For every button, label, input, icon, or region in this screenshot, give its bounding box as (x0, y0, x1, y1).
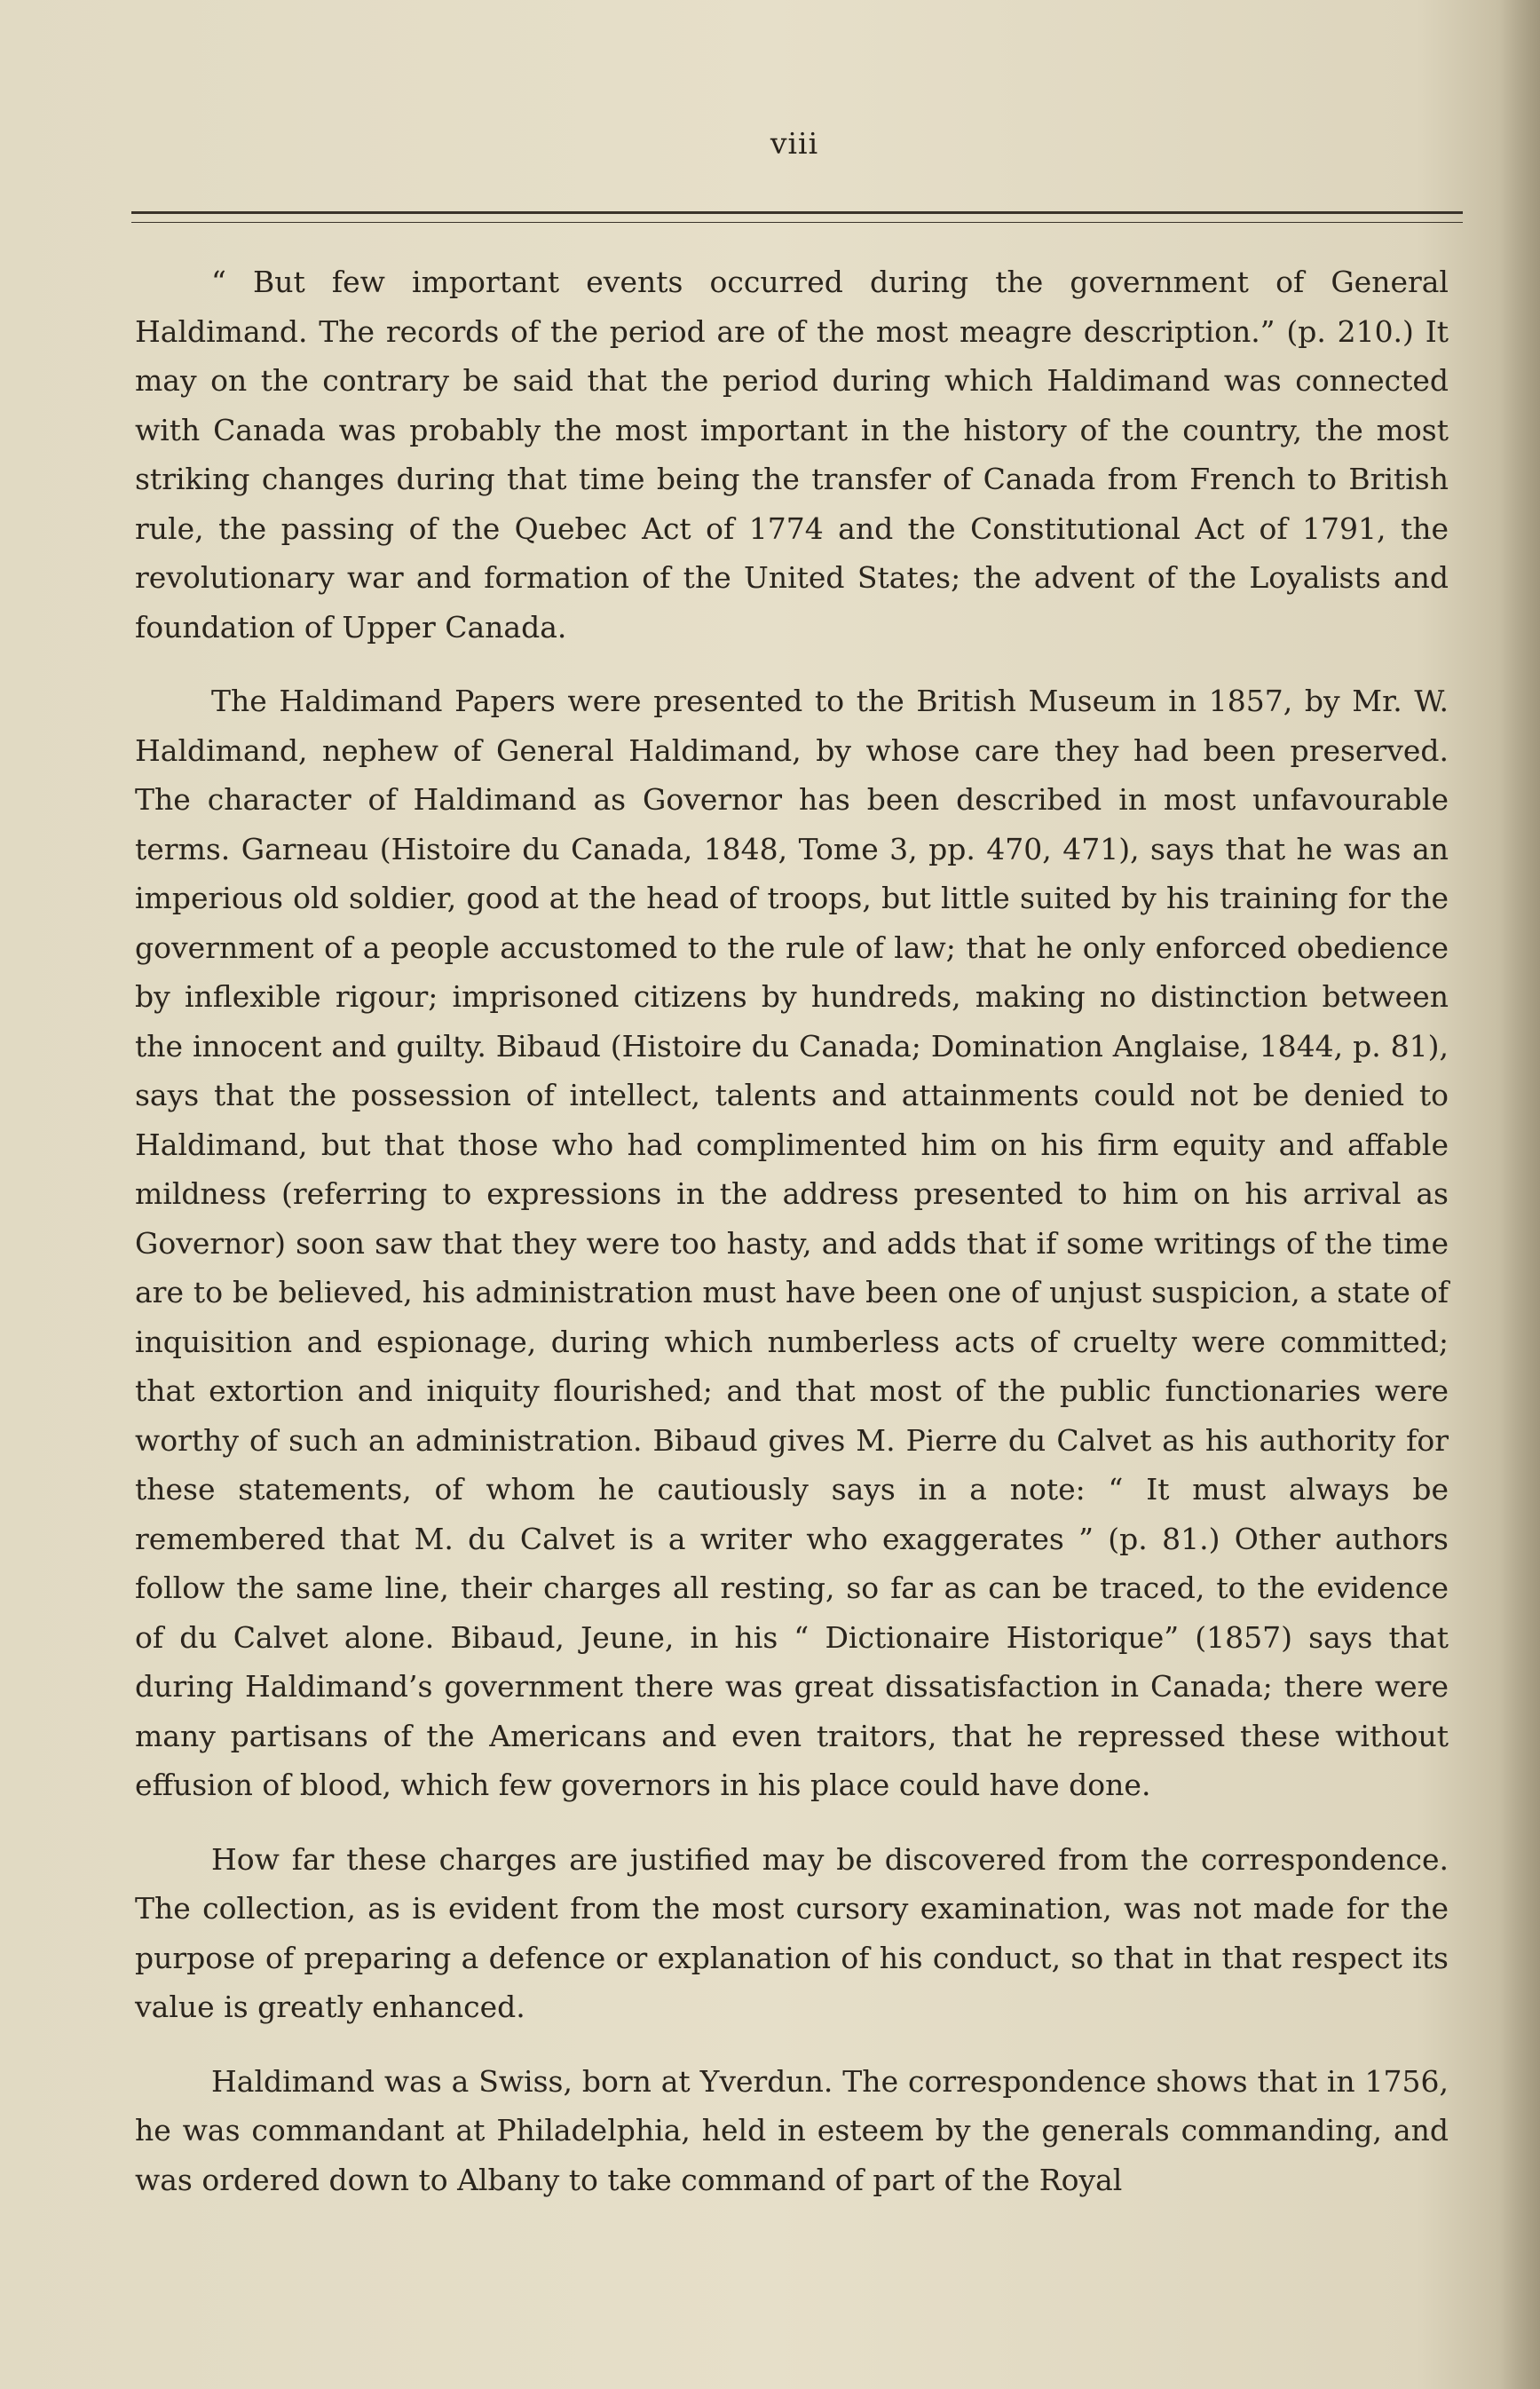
body-text (135, 257, 1449, 2204)
paragraph-charges-justified: How far these charges are justified may be discovered from the correspondence. The collection, as is evident from the most cursory examination, was not made for the purpose of preparing a defence or explanation of his conduct, so that in that respect its value is greatly enhanced. (135, 1841, 1449, 2024)
header-double-rule (131, 211, 1463, 223)
paragraph-general-haldimand-events: “ But few important events occurred during the government of General Haldimand. The records of the period are of the most meagre description.” (p. 210.) It may on the contrary be said that the period during which Haldimand was connected with Canada was probably the most important in the history of the country, the most striking changes during that time being the transfer of Canada from French to British rule, the passing of the Quebec Act of 1774 and the Constitutional Act of 1791, the revolutionary war and formation of the United States; the advent of the Loyalists and foundation of Upper Canada. (135, 265, 1449, 645)
paragraph-haldimand-swiss: Haldimand was a Swiss, born at Yverdun. The correspondence shows that in 1756, he was commandant at Philadelphia, held in esteem by the generals commanding, and was ordered down to Albany to take command of part of the Royal (135, 2063, 1449, 2197)
page-gutter-shadow (1500, 0, 1540, 2389)
page-number: viii (770, 126, 819, 161)
paragraph-haldimand-papers: The Haldimand Papers were presented to the British Museum in 1857, by Mr. W. Haldimand, nephew of General Haldimand, by whose care they had been preserved. The character of Haldimand as Governor has been described in most unfavourable terms. Garneau (Histoire du Canada, 1848, Tome 3, pp. 470, 471), says that he was an imperious old soldier, good at the head of troops, but little suited by his training for the government of a people accustomed to the rule of law; that he only enforced obedience by inflexible rigour; imprisoned citizens by hundreds, making no distinction between the innocent and guilty. Bibaud (Histoire du Canada; Domination Anglaise, 1844, p. 81), says that the possession of intellect, talents and attainments could not be denied to Haldimand, but that those who had complimented him on his firm equity and affable mildness (referring to expressions in the address presented to him on his arrival as Governor) soon saw that they were too hasty, and adds that if some writings of the time are to be believed, his administration must have been one of unjust suspicion, a state of inquisition and espionage, during which numberless acts of cruelty were committed; that extortion and iniquity flourished; and that most of the public functionaries were worthy of such an administration. Bibaud gives M. Pierre du Calvet as his authority for these statements, of whom he cautiously says in a note: “ It must always be remembered that M. du Calvet is a writer who exaggerates ” (p. 81.) Other authors follow the same line, their charges all resting, so far as can be traced, to the evidence of du Calvet alone. Bibaud, Jeune, in his “ Dictionaire Historique” (1857) says that during Haldimand’s government there was great dissatisfaction in Canada; there were many partisans of the Americans and even traitors, that he repressed these without effusion of blood, which few governors in his place could have done. (135, 684, 1449, 1802)
